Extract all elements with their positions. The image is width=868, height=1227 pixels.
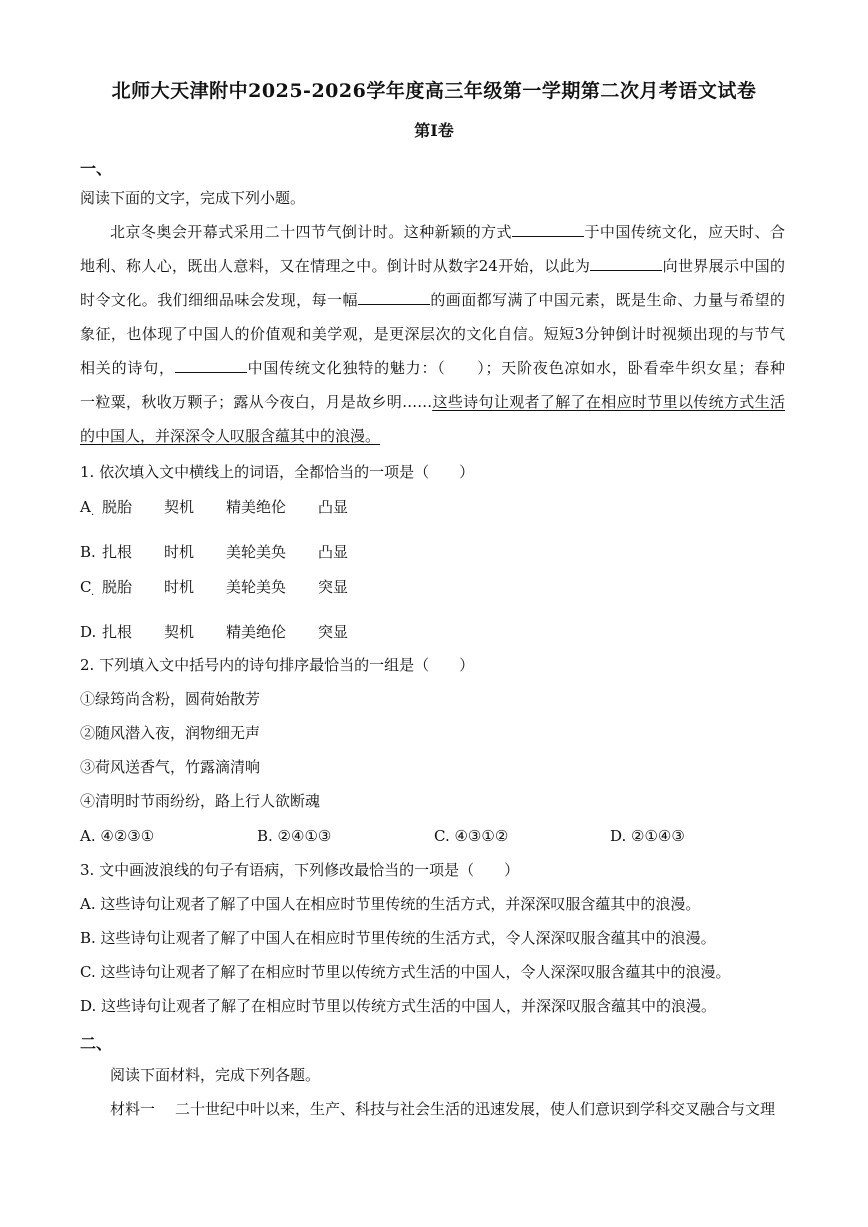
option-word: 脱胎	[102, 498, 133, 516]
passage-text: 向世界展示中国的	[662, 257, 785, 275]
section-2-heading: 二、	[80, 1034, 113, 1053]
poem-line-1: ①绿筠尚含粉，圆荷始散芳	[80, 690, 261, 708]
passage-line-4	[80, 324, 785, 358]
option-label: B.	[80, 543, 96, 561]
option-word: 凸显	[318, 543, 349, 561]
fill-blank	[512, 222, 584, 237]
option-word: 扎根	[102, 623, 133, 641]
passage-text: 时令文化。我们细细品味会发现，每一幅	[80, 291, 358, 309]
passage-line-2	[80, 256, 785, 290]
option-word: 契机	[164, 498, 195, 516]
section-1-heading: 一、	[80, 159, 113, 178]
passage-text: 一粒粟，秋收万颗子；露从今夜白，月是故乡明……	[80, 393, 433, 411]
q3-option-c: C. 这些诗句让观者了解了在相应时节里以传统方式生活的中国人，令人深深叹服含蕴其中的浪漫。	[80, 963, 731, 981]
passage-line-6	[80, 392, 785, 426]
passage-text: 地利、称人心，既出人意料，又在情理之中。倒计时从数字24开始，以此为	[80, 257, 591, 275]
option-word: 突显	[318, 623, 349, 641]
question-2-stem: 2. 下列填入文中括号内的诗句排序最恰当的一组是（ ）	[80, 656, 475, 674]
option-word: 扎根	[102, 543, 133, 561]
section-1-intro: 阅读下面的文字，完成下列小题。	[80, 189, 306, 207]
fill-blank	[175, 358, 247, 373]
q3-option-b: B. 这些诗句让观者了解了中国人在相应时节里传统的生活方式，令人深深叹服含蕴其中的浪漫。	[80, 929, 716, 947]
passage-line-7	[80, 426, 785, 460]
passage	[80, 222, 785, 460]
fill-blank	[590, 256, 662, 271]
option-word: 时机	[164, 543, 195, 561]
option-word: 美轮美奂	[226, 578, 287, 596]
poem-line-2: ②随风潜入夜，润物细无声	[80, 724, 261, 742]
q3-option-d: D. 这些诗句让观者了解了在相应时节里以传统方式生活的中国人，并深深叹服含蕴其中的浪漫。	[80, 997, 717, 1015]
passage-line-3	[80, 290, 785, 324]
option-word: 美轮美奂	[226, 543, 287, 561]
q1-option-d	[80, 621, 348, 642]
q1-option-c	[80, 576, 348, 597]
option-word: 精美绝伦	[226, 498, 287, 516]
passage-text: 于中国传统文化，应天时、合	[583, 223, 785, 241]
q1-option-a	[80, 496, 348, 517]
option-word: 凸显	[318, 498, 349, 516]
passage-text: 中国传统文化独特的魅力：（ ）；天阶夜色凉如水，卧看牵牛织女星；春种	[246, 359, 785, 377]
poem-line-3: ③荷风送香气，竹露滴清响	[80, 758, 261, 776]
option-word: 突显	[318, 578, 349, 596]
material-label: 材料一	[110, 1100, 156, 1118]
option-label: D.	[80, 623, 97, 641]
q2-option-b: B. ②④①③	[257, 827, 332, 845]
passage-text: 象征，也体现了中国人的价值观和美学观，是更深层次的文化自信。短短3分钟倒计时视频出现的与节气	[80, 325, 785, 343]
volume-heading: 第Ⅰ卷	[414, 121, 454, 140]
passage-line-5	[80, 358, 785, 392]
material-1-line	[110, 1099, 775, 1119]
option-label: C	[80, 578, 92, 596]
option-label: A	[80, 498, 91, 516]
q3-option-a: A. 这些诗句让观者了解了中国人在相应时节里传统的生活方式，并深深叹服含蕴其中的浪漫。	[80, 895, 701, 913]
passage-text: 北京冬奥会开幕式采用二十四节气倒计时。这种新颖的方式	[110, 223, 512, 241]
section-2-intro: 阅读下面材料，完成下列各题。	[110, 1066, 321, 1084]
option-word: 精美绝伦	[226, 623, 287, 641]
fill-blank	[358, 290, 430, 305]
passage-line-1	[80, 222, 785, 256]
exam-title: 北师大天津附中2025-2026学年度高三年级第一学期第二次月考语文试卷	[111, 80, 757, 102]
option-word: 时机	[164, 578, 195, 596]
q2-option-a: A. ④②③①	[80, 827, 155, 845]
question-1-stem: 1. 依次填入文中横线上的词语，全都恰当的一项是（ ）	[80, 463, 475, 481]
poem-line-4: ④清明时节雨纷纷，路上行人欲断魂	[80, 792, 321, 810]
option-dot: ·	[91, 590, 95, 601]
passage-text: 相关的诗句，	[80, 359, 175, 377]
passage-text: 的画面都写满了中国元素，既是生命、力量与希望的	[429, 291, 785, 309]
q2-option-d: D. ②①④③	[610, 827, 685, 845]
option-word: 契机	[164, 623, 195, 641]
material-text: 二十世纪中叶以来，生产、科技与社会生活的迅速发展，使人们意识到学科交叉融合与文理	[175, 1100, 776, 1118]
wavy-underlined-sentence: 这些诗句让观者了解了在相应时节里以传统方式生活	[432, 393, 785, 411]
q1-option-b	[80, 541, 348, 562]
question-3-stem: 3. 文中画波浪线的句子有语病，下列修改最恰当的一项是（ ）	[80, 861, 520, 879]
wavy-underlined-sentence: 的中国人，并深深令人叹服含蕴其中的浪漫。	[80, 427, 381, 445]
option-dot: ·	[91, 510, 95, 521]
q2-option-c: C. ④③①②	[434, 827, 509, 845]
option-word: 脱胎	[102, 578, 133, 596]
